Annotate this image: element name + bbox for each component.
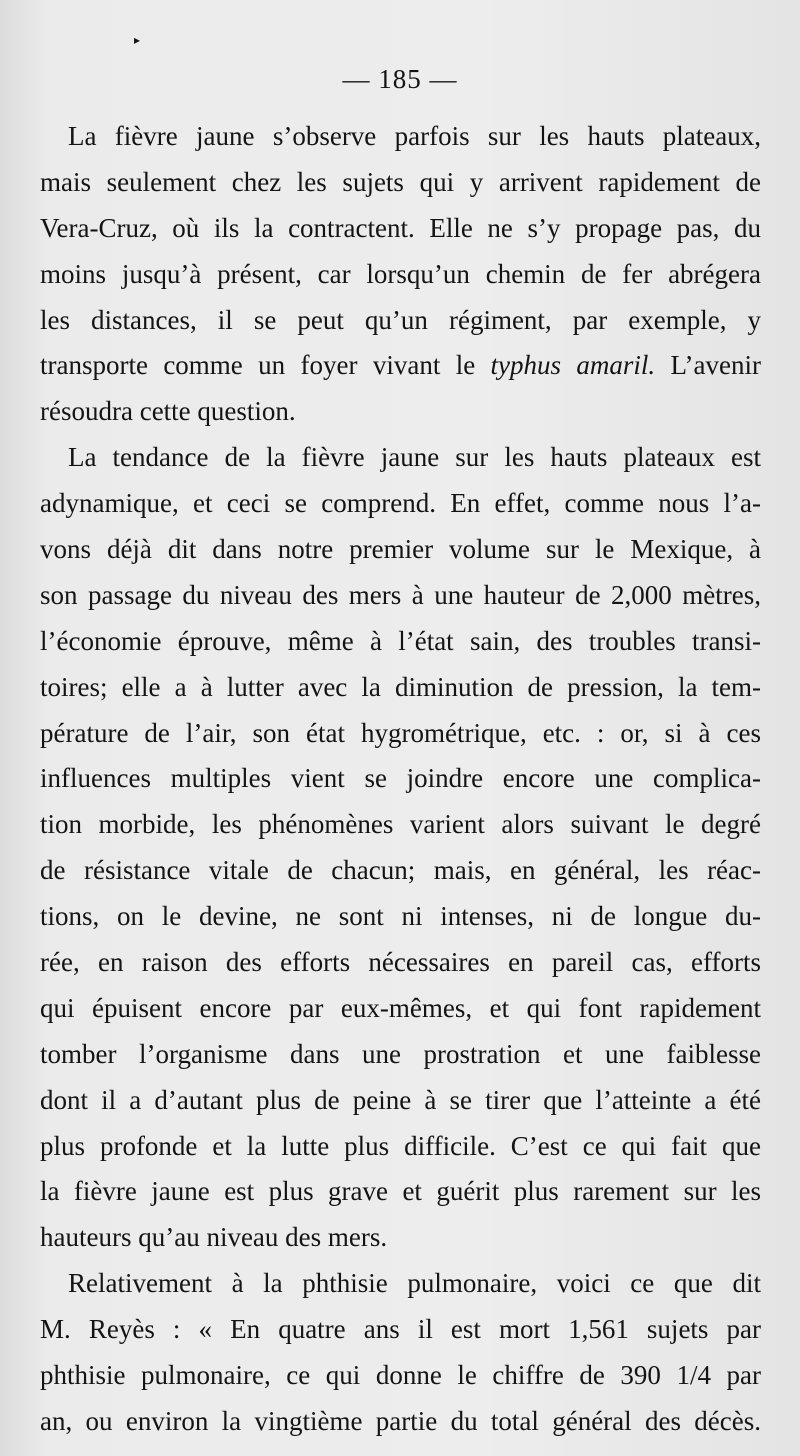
text-line: Vera-Cruz, où ils la contractent. Elle ne s’y propage pas, du (40, 212, 761, 243)
text-line: dont il a d’autant plus de peine à se tirer que l’atteinte a été (40, 1084, 761, 1115)
italic-term: typhus amaril. (490, 350, 656, 381)
text-line: vons déjà dit dans notre premier volume sur le Mexique, à (40, 534, 761, 565)
page-number: — 185 — (342, 64, 458, 94)
text-line: La tendance de la fièvre jaune sur les hauts plateaux est (68, 442, 761, 473)
text-line: tions, on le devine, ne sont ni intenses, ni de longue du- (40, 901, 761, 932)
text-line: l’économie éprouve, même à l’état sain, des troubles transi- (40, 625, 761, 656)
text-line: adynamique, et ceci se comprend. En effet, comme nous l’a- (40, 488, 761, 519)
text-line: an, ou environ la vingtième partie du total général des décès. (40, 1405, 761, 1436)
text-line: tomber l’organisme dans une prostration et une faiblesse (40, 1038, 761, 1069)
text-line: influences multiples vient se joindre encore une complica- (40, 763, 761, 794)
text-line: Relativement à la phthisie pulmonaire, voici ce que dit (68, 1268, 761, 1299)
text-line: de résistance vitale de chacun; mais, en général, les réac- (40, 855, 761, 886)
text-line: tion morbide, les phénomènes varient alors suivant le degré (40, 809, 761, 840)
text-line: moins jusqu’à présent, car lorsqu’un chemin de fer abrégera (40, 258, 761, 289)
text-line: plus profonde et la lutte plus difficile. C’est ce qui fait que (40, 1130, 761, 1161)
text-line: mais seulement chez les sujets qui y arrivent rapidement de (40, 166, 761, 197)
text-line: La fièvre jaune s’observe parfois sur les hauts plateaux, (68, 121, 761, 151)
text-run: L’avenir (655, 350, 761, 381)
paragraph-yellow-fever-plateaux (40, 114, 761, 435)
text-line: hauteurs qu’au niveau des mers. (40, 1222, 388, 1253)
body-text (40, 114, 761, 1445)
text-line: les distances, il se peut qu’un régiment, par exemple, y (40, 304, 761, 335)
text-line: son passage du niveau des mers à une hauteur de 2,000 mètres, (40, 579, 761, 610)
text-line-with-italic (40, 343, 761, 389)
text-line: rée, en raison des efforts nécessaires en pareil cas, efforts (40, 947, 761, 978)
text-line: la fièvre jaune est plus grave et guérit plus rarement sur les (40, 1176, 761, 1207)
printer-mark: ▸ (134, 33, 141, 47)
text-line: qui épuisent encore par eux-mêmes, et qui font rapidement (40, 992, 761, 1023)
text-run: transporte comme un foyer vivant le (40, 350, 491, 381)
text-line: M. Reyès : « En quatre ans il est mort 1,561 sujets par (40, 1314, 761, 1345)
text-line: toires; elle a à lutter avec la diminution de pression, la tem- (40, 671, 761, 702)
paragraph-phthisis (40, 1261, 761, 1445)
text-line: résoudra cette question. (40, 396, 296, 427)
paragraph-adynamic-tendency (40, 435, 761, 1261)
text-line: pérature de l’air, son état hygrométrique, etc. : or, si à ces (40, 717, 761, 748)
text-line: phthisie pulmonaire, ce qui donne le chiffre de 390 1/4 par (40, 1360, 761, 1391)
